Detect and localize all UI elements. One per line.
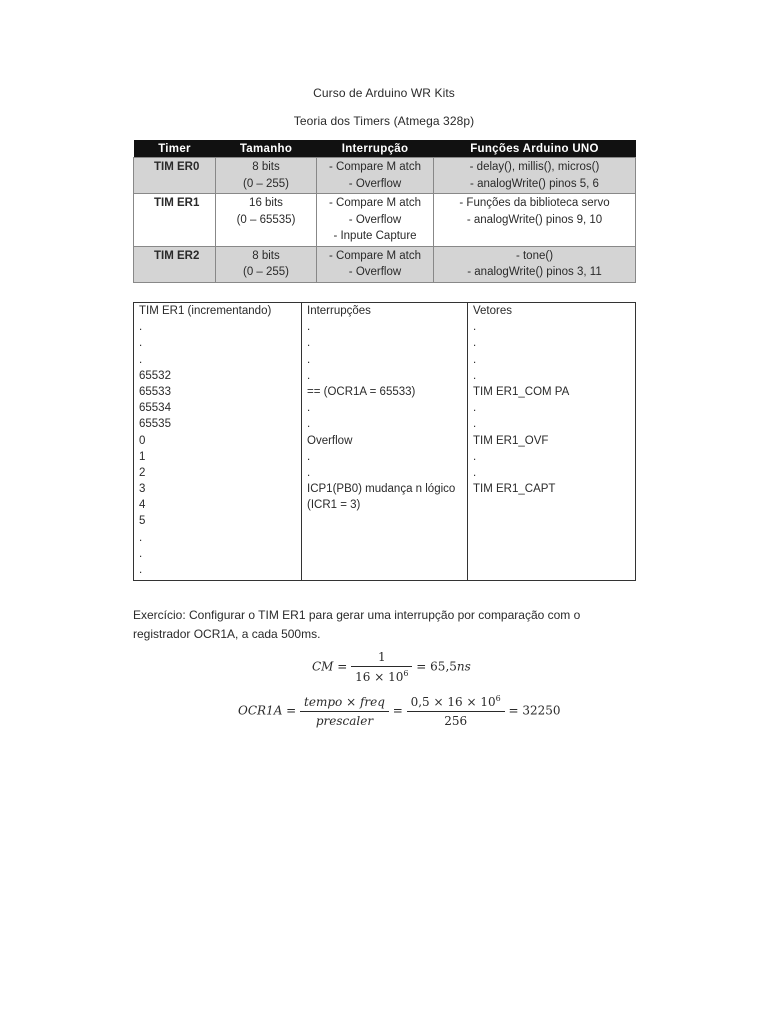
timer-interrupts: - Compare M atch - Overflow xyxy=(317,246,434,282)
timer-functions: - delay(), millis(), micros() - analogWrite() pinos 5, 6 xyxy=(434,158,636,194)
timer-name: TIM ER2 xyxy=(134,246,216,282)
column-header-functions: Funções Arduino UNO xyxy=(434,140,636,158)
eq2-result: 32250 xyxy=(522,703,561,718)
timers-table xyxy=(133,140,636,283)
eq2-symbolic-fraction: $\frac{\text{tempo × freq}}{\text{prescaler}}$ xyxy=(300,695,389,728)
eq1-unit: ns xyxy=(456,659,471,674)
eq1-lhs: CM xyxy=(312,659,334,674)
vectors-column: Vetores . . . . TIM ER1_COM PA . . TIM ER1_OVF . . TIM ER1_CAPT xyxy=(468,303,636,581)
eq1-fraction: $\frac{1}{16 \times 10^6}$ xyxy=(351,650,412,684)
timer-name: TIM ER1 xyxy=(134,194,216,247)
timer-interrupts: - Compare M atch - Overflow xyxy=(317,158,434,194)
document-title: Curso de Arduino WR Kits xyxy=(313,86,455,100)
equation-cm: CM = $\frac{1}{16 \times 10^6}$ = 65,5ns xyxy=(312,650,471,684)
timers-table-header xyxy=(134,140,636,158)
table-row xyxy=(134,246,636,282)
timer-count-column: TIM ER1 (incrementando) . . . 65532 65533 65534 65535 0 1 2 3 4 5 . . . xyxy=(134,303,302,581)
timer-functions: - Funções da biblioteca servo - analogWrite() pinos 9, 10 xyxy=(434,194,636,247)
timer-functions: - tone() - analogWrite() pinos 3, 11 xyxy=(434,246,636,282)
table-row xyxy=(134,194,636,247)
timer-interrupts: - Compare M atch - Overflow - Inpute Capture xyxy=(317,194,434,247)
eq2-numeric-fraction: $\frac{0,5 \times 16 \times 10^6}{256}$ xyxy=(407,694,505,728)
exercise-text: Exercício: Configurar o TIM ER1 para gerar uma interrupção por comparação com o registrador OCR1A, a cada 500ms. xyxy=(133,608,581,641)
timer-size: 8 bits (0 – 255) xyxy=(216,246,317,282)
counter-table xyxy=(133,302,636,581)
column-header-interrupt: Interrupção xyxy=(317,140,434,158)
table-row xyxy=(134,158,636,194)
equation-ocr1a: OCR1A = $\frac{\text{tempo × freq}}{\text{prescaler}}$ = $\frac{0,5 \times 16 \times 10^6}{256}$ = 32250 xyxy=(238,694,561,728)
interrupts-column: Interrupções . . . . == (OCR1A = 65533) . . Overflow . . ICP1(PB0) mudança n lógico (ICR1 = 3) xyxy=(302,303,468,581)
eq1-result: 65,5 xyxy=(430,659,457,674)
column-header-size: Tamanho xyxy=(216,140,317,158)
timer-size: 8 bits (0 – 255) xyxy=(216,158,317,194)
document-subtitle: Teoria dos Timers (Atmega 328p) xyxy=(293,114,475,128)
eq2-lhs: OCR1A xyxy=(238,703,283,718)
timer-name: TIM ER0 xyxy=(134,158,216,194)
timer-size: 16 bits (0 – 65535) xyxy=(216,194,317,247)
column-header-timer: Timer xyxy=(134,140,216,158)
